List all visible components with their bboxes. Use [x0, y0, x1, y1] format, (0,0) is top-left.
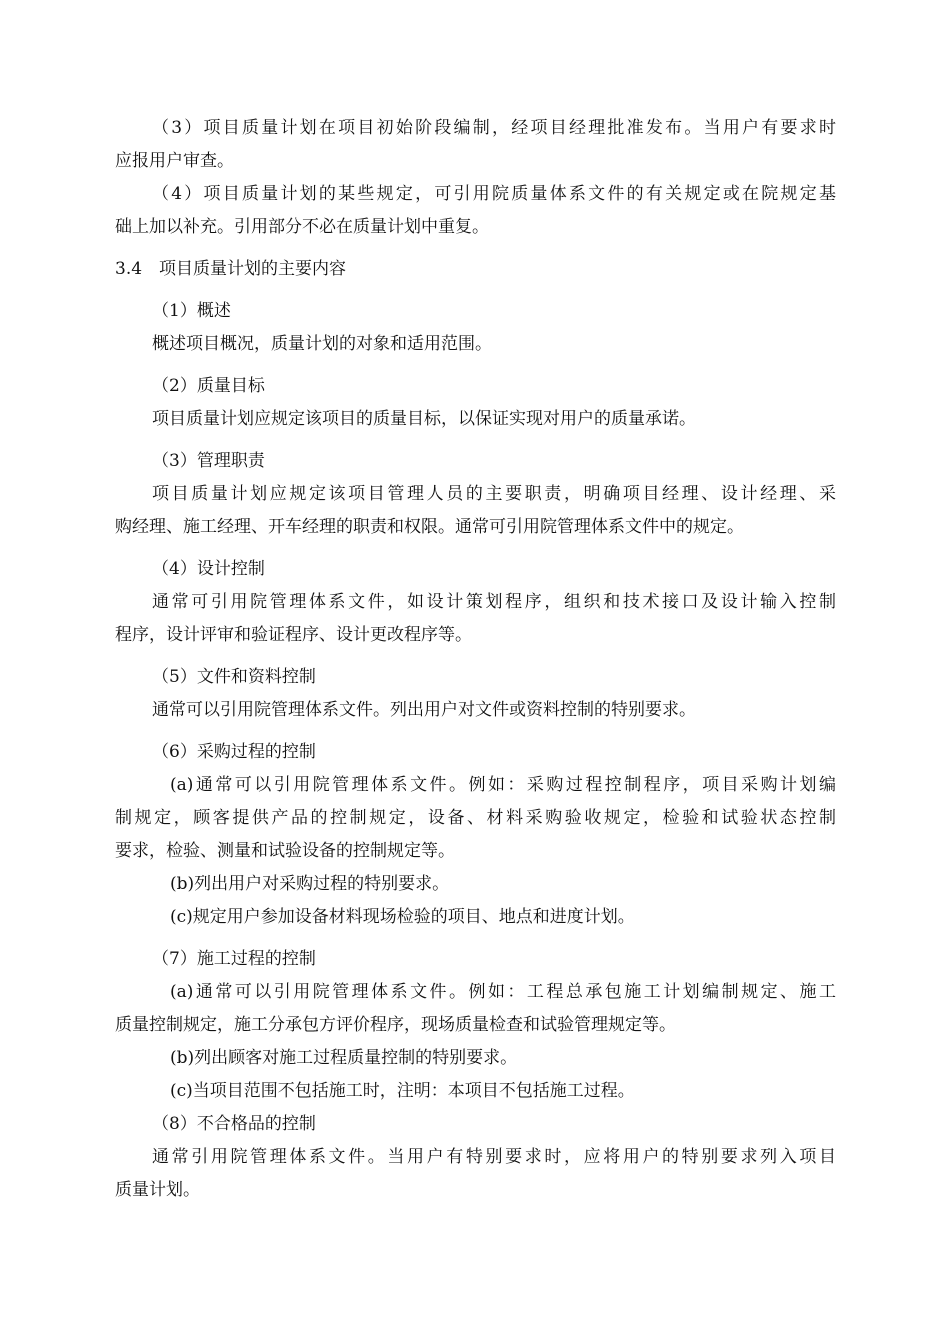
- section-heading-3-4: 3.4 项目质量计划的主要内容: [115, 259, 347, 279]
- construction-a-line-2: 质量控制规定，施工分承包方评价程序，现场质量检查和试验管理规定等。: [115, 1015, 676, 1035]
- paragraph-3-line-1: （3）项目质量计划在项目初始阶段编制，经项目经理批准发布。当用户有要求时: [152, 118, 836, 138]
- procurement-a-line-3: 要求，检验、测量和试验设备的控制规定等。: [115, 841, 455, 861]
- quality-target-text: 项目质量计划应规定该项目的质量目标，以保证实现对用户的质量承诺。: [152, 409, 696, 429]
- nonconforming-line-1: 通常引用院管理体系文件。当用户有特别要求时，应将用户的特别要求列入项目: [152, 1147, 836, 1167]
- subheading-construction-control: （7）施工过程的控制: [152, 949, 316, 969]
- construction-b: (b)列出顾客对施工过程质量控制的特别要求。: [170, 1048, 518, 1068]
- subheading-quality-target: （2）质量目标: [152, 376, 265, 396]
- subheading-document-control: （5）文件和资料控制: [152, 667, 316, 687]
- overview-text: 概述项目概况，质量计划的对象和适用范围。: [152, 334, 492, 354]
- subheading-design-control: （4）设计控制: [152, 559, 265, 579]
- document-control-text: 通常可以引用院管理体系文件。列出用户对文件或资料控制的特别要求。: [152, 700, 696, 720]
- procurement-c: (c)规定用户参加设备材料现场检验的项目、地点和进度计划。: [170, 907, 635, 927]
- design-control-line-1: 通常可引用院管理体系文件，如设计策划程序，组织和技术接口及设计输入控制: [152, 592, 836, 612]
- procurement-a-line-1: (a)通常可以引用院管理体系文件。例如：采购过程控制程序，项目采购计划编: [170, 775, 836, 795]
- subheading-overview: （1）概述: [152, 301, 231, 321]
- paragraph-4-line-2: 础上加以补充。引用部分不必在质量计划中重复。: [115, 217, 489, 237]
- management-duties-line-2: 购经理、施工经理、开车经理的职责和权限。通常可引用院管理体系文件中的规定。: [115, 517, 744, 537]
- construction-a-line-1: (a)通常可以引用院管理体系文件。例如：工程总承包施工计划编制规定、施工: [170, 982, 836, 1002]
- subheading-nonconforming-control: （8）不合格品的控制: [152, 1114, 316, 1134]
- construction-c: (c)当项目范围不包括施工时，注明：本项目不包括施工过程。: [170, 1081, 635, 1101]
- management-duties-line-1: 项目质量计划应规定该项目管理人员的主要职责，明确项目经理、设计经理、采: [152, 484, 836, 504]
- procurement-a-line-2: 制规定，顾客提供产品的控制规定，设备、材料采购验收规定，检验和试验状态控制: [115, 808, 836, 828]
- paragraph-3-line-2: 应报用户审查。: [115, 151, 234, 171]
- paragraph-4-line-1: （4）项目质量计划的某些规定，可引用院质量体系文件的有关规定或在院规定基: [152, 184, 836, 204]
- subheading-management-duties: （3）管理职责: [152, 451, 265, 471]
- design-control-line-2: 程序，设计评审和验证程序、设计更改程序等。: [115, 625, 472, 645]
- nonconforming-line-2: 质量计划。: [115, 1180, 200, 1200]
- subheading-procurement-control: （6）采购过程的控制: [152, 742, 316, 762]
- procurement-b: (b)列出用户对采购过程的特别要求。: [170, 874, 450, 894]
